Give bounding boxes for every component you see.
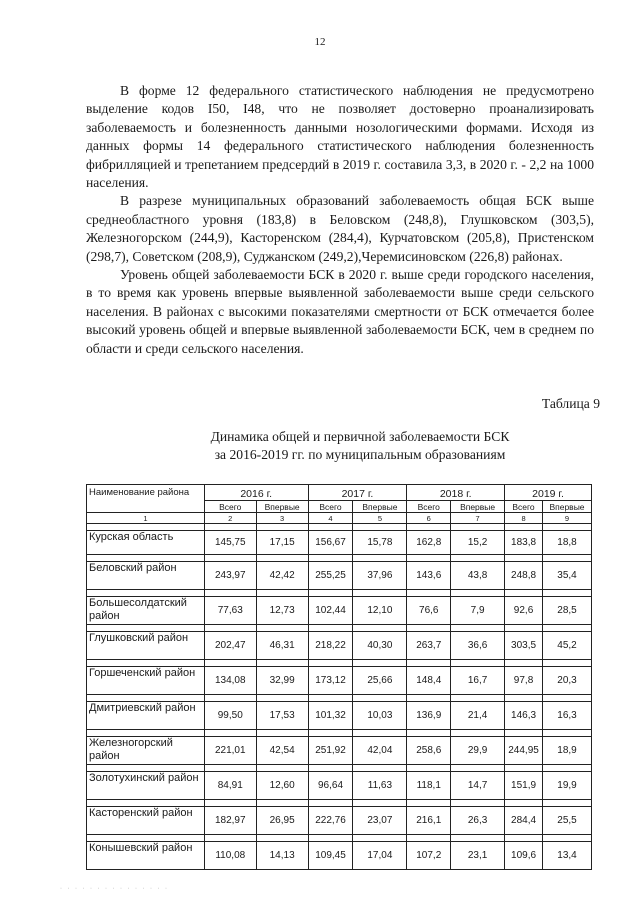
value-first: 29,9 bbox=[451, 737, 505, 765]
spacer-cell bbox=[451, 625, 505, 632]
spacer-cell bbox=[451, 695, 505, 702]
value-first: 11,63 bbox=[353, 772, 407, 800]
spacer-cell bbox=[451, 835, 505, 842]
spacer-cell bbox=[204, 524, 256, 531]
header-year-2019: 2019 г. bbox=[505, 485, 592, 501]
value-first: 23,07 bbox=[353, 807, 407, 835]
spacer-cell bbox=[353, 695, 407, 702]
row-spacer bbox=[87, 524, 592, 531]
spacer-cell bbox=[505, 800, 543, 807]
spacer-cell bbox=[505, 555, 543, 562]
spacer-cell bbox=[256, 730, 308, 737]
scan-artifact: · · · · · · · · · · · · · · · bbox=[60, 886, 169, 892]
value-total: 109,6 bbox=[505, 842, 543, 870]
value-first: 43,8 bbox=[451, 562, 505, 590]
value-first: 12,73 bbox=[256, 597, 308, 625]
row-spacer bbox=[87, 590, 592, 597]
col-number: 8 bbox=[505, 513, 543, 524]
value-first: 12,60 bbox=[256, 772, 308, 800]
spacer-cell bbox=[543, 800, 592, 807]
value-total: 303,5 bbox=[505, 632, 543, 660]
spacer-cell bbox=[353, 555, 407, 562]
morbidity-table bbox=[86, 484, 592, 870]
value-total: 216,1 bbox=[407, 807, 451, 835]
spacer-cell bbox=[407, 800, 451, 807]
spacer-cell bbox=[308, 625, 353, 632]
district-name: Курская область bbox=[87, 531, 205, 555]
header-total: Всего bbox=[204, 501, 256, 513]
row-spacer bbox=[87, 835, 592, 842]
row-spacer bbox=[87, 555, 592, 562]
spacer-cell bbox=[308, 555, 353, 562]
col-number: 2 bbox=[204, 513, 256, 524]
spacer-cell bbox=[543, 524, 592, 531]
spacer-cell bbox=[451, 800, 505, 807]
spacer-cell bbox=[204, 835, 256, 842]
col-number: 1 bbox=[87, 513, 205, 524]
spacer-cell bbox=[87, 695, 205, 702]
body-text bbox=[86, 82, 594, 358]
spacer-cell bbox=[407, 625, 451, 632]
value-first: 18,9 bbox=[543, 737, 592, 765]
value-first: 18,8 bbox=[543, 531, 592, 555]
district-name: Глушковский район bbox=[87, 632, 205, 660]
col-number: 9 bbox=[543, 513, 592, 524]
value-first: 40,30 bbox=[353, 632, 407, 660]
district-name: Горшеченский район bbox=[87, 667, 205, 695]
row-spacer bbox=[87, 695, 592, 702]
spacer-cell bbox=[204, 590, 256, 597]
value-total: 244,95 bbox=[505, 737, 543, 765]
value-first: 13,4 bbox=[543, 842, 592, 870]
value-total: 77,63 bbox=[204, 597, 256, 625]
value-first: 25,66 bbox=[353, 667, 407, 695]
value-total: 84,91 bbox=[204, 772, 256, 800]
value-first: 7,9 bbox=[451, 597, 505, 625]
spacer-cell bbox=[407, 765, 451, 772]
value-total: 136,9 bbox=[407, 702, 451, 730]
spacer-cell bbox=[87, 555, 205, 562]
value-total: 97,8 bbox=[505, 667, 543, 695]
spacer-cell bbox=[256, 765, 308, 772]
row-spacer bbox=[87, 765, 592, 772]
district-name: Дмитриевский район bbox=[87, 702, 205, 730]
district-name: Золотухинский район bbox=[87, 772, 205, 800]
value-total: 156,67 bbox=[308, 531, 353, 555]
spacer-cell bbox=[353, 625, 407, 632]
value-total: 222,76 bbox=[308, 807, 353, 835]
spacer-cell bbox=[256, 800, 308, 807]
value-total: 134,08 bbox=[204, 667, 256, 695]
table-title bbox=[100, 428, 620, 464]
spacer-cell bbox=[407, 555, 451, 562]
value-first: 20,3 bbox=[543, 667, 592, 695]
value-first: 16,7 bbox=[451, 667, 505, 695]
spacer-cell bbox=[451, 524, 505, 531]
spacer-cell bbox=[543, 625, 592, 632]
spacer-cell bbox=[256, 555, 308, 562]
value-first: 21,4 bbox=[451, 702, 505, 730]
header-district-name: Наименование района bbox=[87, 485, 205, 513]
spacer-cell bbox=[353, 524, 407, 531]
spacer-cell bbox=[308, 730, 353, 737]
spacer-cell bbox=[543, 730, 592, 737]
spacer-cell bbox=[505, 660, 543, 667]
header-total: Всего bbox=[308, 501, 353, 513]
value-total: 102,44 bbox=[308, 597, 353, 625]
spacer-cell bbox=[308, 800, 353, 807]
table-row bbox=[87, 702, 592, 730]
spacer-cell bbox=[407, 695, 451, 702]
spacer-cell bbox=[256, 625, 308, 632]
spacer-cell bbox=[204, 695, 256, 702]
paragraph-1: В форме 12 федерального статистического наблюдения не предусмотрено выделение кодов I50, I48, что не позволяет достоверно проанализировать заболеваемость и болезненность данными нозологическими формами. Исходя из данных формы 14 федерального статистического наблюдения болезненность фибрилляцией и трепетанием предсердий в 2019 г. составила 3,3, в 2020 г. - 2,2 на 1000 населения. bbox=[86, 83, 594, 191]
value-total: 76,6 bbox=[407, 597, 451, 625]
header-year-2018: 2018 г. bbox=[407, 485, 505, 501]
table-row bbox=[87, 562, 592, 590]
header-first: Впервые bbox=[353, 501, 407, 513]
header-year-2016: 2016 г. bbox=[204, 485, 308, 501]
spacer-cell bbox=[204, 800, 256, 807]
col-number: 6 bbox=[407, 513, 451, 524]
header-first: Впервые bbox=[451, 501, 505, 513]
value-total: 151,9 bbox=[505, 772, 543, 800]
table-title-line-1: Динамика общей и первичной заболеваемости БСК bbox=[210, 429, 510, 444]
value-total: 248,8 bbox=[505, 562, 543, 590]
value-first: 36,6 bbox=[451, 632, 505, 660]
value-total: 162,8 bbox=[407, 531, 451, 555]
spacer-cell bbox=[505, 590, 543, 597]
value-total: 92,6 bbox=[505, 597, 543, 625]
value-total: 182,97 bbox=[204, 807, 256, 835]
spacer-cell bbox=[353, 660, 407, 667]
table-row bbox=[87, 597, 592, 625]
value-first: 17,04 bbox=[353, 842, 407, 870]
spacer-cell bbox=[308, 695, 353, 702]
value-first: 17,15 bbox=[256, 531, 308, 555]
value-total: 255,25 bbox=[308, 562, 353, 590]
spacer-cell bbox=[87, 660, 205, 667]
row-spacer bbox=[87, 730, 592, 737]
table-label: Таблица 9 bbox=[541, 396, 600, 411]
spacer-cell bbox=[353, 765, 407, 772]
value-first: 45,2 bbox=[543, 632, 592, 660]
value-first: 17,53 bbox=[256, 702, 308, 730]
value-total: 284,4 bbox=[505, 807, 543, 835]
col-number: 3 bbox=[256, 513, 308, 524]
table-row bbox=[87, 772, 592, 800]
row-spacer bbox=[87, 660, 592, 667]
spacer-cell bbox=[353, 800, 407, 807]
table-row bbox=[87, 807, 592, 835]
value-total: 258,6 bbox=[407, 737, 451, 765]
value-total: 173,12 bbox=[308, 667, 353, 695]
table-title-line-2: за 2016-2019 гг. по муниципальным образованиям bbox=[214, 447, 506, 462]
header-first: Впервые bbox=[543, 501, 592, 513]
value-first: 26,3 bbox=[451, 807, 505, 835]
spacer-cell bbox=[451, 765, 505, 772]
spacer-cell bbox=[308, 524, 353, 531]
value-total: 251,92 bbox=[308, 737, 353, 765]
spacer-cell bbox=[407, 524, 451, 531]
spacer-cell bbox=[543, 835, 592, 842]
value-total: 218,22 bbox=[308, 632, 353, 660]
value-total: 148,4 bbox=[407, 667, 451, 695]
spacer-cell bbox=[87, 524, 205, 531]
value-total: 263,7 bbox=[407, 632, 451, 660]
spacer-cell bbox=[256, 695, 308, 702]
spacer-cell bbox=[308, 660, 353, 667]
spacer-cell bbox=[87, 730, 205, 737]
district-name: Большесолдатский район bbox=[87, 597, 205, 625]
spacer-cell bbox=[308, 590, 353, 597]
table-row bbox=[87, 737, 592, 765]
spacer-cell bbox=[308, 765, 353, 772]
spacer-cell bbox=[204, 730, 256, 737]
value-first: 46,31 bbox=[256, 632, 308, 660]
spacer-cell bbox=[505, 835, 543, 842]
value-first: 14,7 bbox=[451, 772, 505, 800]
header-total: Всего bbox=[505, 501, 543, 513]
value-first: 26,95 bbox=[256, 807, 308, 835]
header-row-years bbox=[87, 485, 592, 501]
spacer-cell bbox=[407, 730, 451, 737]
table-row bbox=[87, 632, 592, 660]
spacer-cell bbox=[407, 590, 451, 597]
spacer-cell bbox=[204, 765, 256, 772]
value-total: 183,8 bbox=[505, 531, 543, 555]
row-spacer bbox=[87, 625, 592, 632]
spacer-cell bbox=[505, 730, 543, 737]
value-total: 99,50 bbox=[204, 702, 256, 730]
value-first: 42,04 bbox=[353, 737, 407, 765]
header-first: Впервые bbox=[256, 501, 308, 513]
value-first: 15,2 bbox=[451, 531, 505, 555]
spacer-cell bbox=[256, 590, 308, 597]
spacer-cell bbox=[353, 730, 407, 737]
col-number: 5 bbox=[353, 513, 407, 524]
value-first: 28,5 bbox=[543, 597, 592, 625]
spacer-cell bbox=[543, 660, 592, 667]
spacer-cell bbox=[543, 590, 592, 597]
spacer-cell bbox=[87, 765, 205, 772]
table-row bbox=[87, 531, 592, 555]
spacer-cell bbox=[308, 835, 353, 842]
row-spacer bbox=[87, 800, 592, 807]
spacer-cell bbox=[87, 590, 205, 597]
spacer-cell bbox=[256, 835, 308, 842]
spacer-cell bbox=[204, 660, 256, 667]
spacer-cell bbox=[505, 524, 543, 531]
spacer-cell bbox=[451, 555, 505, 562]
spacer-cell bbox=[256, 524, 308, 531]
spacer-cell bbox=[204, 625, 256, 632]
value-total: 118,1 bbox=[407, 772, 451, 800]
spacer-cell bbox=[87, 800, 205, 807]
page-number: 12 bbox=[314, 36, 326, 48]
spacer-cell bbox=[543, 555, 592, 562]
value-first: 23,1 bbox=[451, 842, 505, 870]
spacer-cell bbox=[451, 730, 505, 737]
paragraph-3: Уровень общей заболеваемости БСК в 2020 г. выше среди городского населения, в то время как уровень впервые выявленной заболеваемости выше среди сельского населения. В районах с высокими показателями смертности от БСК отмечается более высокий уровень общей и впервые выявленной заболеваемости БСК, чем в среднем по области и среди сельского населения. bbox=[86, 267, 594, 356]
value-total: 143,6 bbox=[407, 562, 451, 590]
value-total: 146,3 bbox=[505, 702, 543, 730]
value-first: 10,03 bbox=[353, 702, 407, 730]
value-first: 14,13 bbox=[256, 842, 308, 870]
spacer-cell bbox=[256, 660, 308, 667]
table-row bbox=[87, 842, 592, 870]
header-row-col-numbers bbox=[87, 513, 592, 524]
district-name: Беловский район bbox=[87, 562, 205, 590]
value-first: 25,5 bbox=[543, 807, 592, 835]
table-row bbox=[87, 667, 592, 695]
value-first: 32,99 bbox=[256, 667, 308, 695]
spacer-cell bbox=[543, 765, 592, 772]
spacer-cell bbox=[505, 625, 543, 632]
value-total: 109,45 bbox=[308, 842, 353, 870]
value-total: 243,97 bbox=[204, 562, 256, 590]
spacer-cell bbox=[87, 835, 205, 842]
col-number: 4 bbox=[308, 513, 353, 524]
value-first: 42,42 bbox=[256, 562, 308, 590]
header-year-2017: 2017 г. bbox=[308, 485, 407, 501]
spacer-cell bbox=[407, 660, 451, 667]
spacer-cell bbox=[451, 590, 505, 597]
value-total: 107,2 bbox=[407, 842, 451, 870]
spacer-cell bbox=[353, 590, 407, 597]
value-total: 202,47 bbox=[204, 632, 256, 660]
value-first: 42,54 bbox=[256, 737, 308, 765]
district-name: Касторенский район bbox=[87, 807, 205, 835]
value-first: 37,96 bbox=[353, 562, 407, 590]
value-first: 35,4 bbox=[543, 562, 592, 590]
value-total: 221,01 bbox=[204, 737, 256, 765]
paragraph-2: В разрезе муниципальных образований заболеваемость общая БСК выше среднеобластного уровня (183,8) в Беловском (248,8), Глушковском (303,5), Железногорском (244,9), Касторенском (284,4), Курчатовском (205,8), Пристенском (298,7), Советском (208,9), Суджанском (249,2),Черемисиновском (226,8) районах. bbox=[86, 193, 594, 264]
spacer-cell bbox=[407, 835, 451, 842]
value-first: 15,78 bbox=[353, 531, 407, 555]
value-total: 101,32 bbox=[308, 702, 353, 730]
spacer-cell bbox=[204, 555, 256, 562]
value-total: 145,75 bbox=[204, 531, 256, 555]
col-number: 7 bbox=[451, 513, 505, 524]
spacer-cell bbox=[353, 835, 407, 842]
header-total: Всего bbox=[407, 501, 451, 513]
spacer-cell bbox=[505, 765, 543, 772]
value-total: 96,64 bbox=[308, 772, 353, 800]
spacer-cell bbox=[543, 695, 592, 702]
value-first: 16,3 bbox=[543, 702, 592, 730]
district-name: Конышевский район bbox=[87, 842, 205, 870]
value-first: 12,10 bbox=[353, 597, 407, 625]
table-body bbox=[87, 524, 592, 870]
spacer-cell bbox=[505, 695, 543, 702]
value-first: 19,9 bbox=[543, 772, 592, 800]
district-name: Железногорский район bbox=[87, 737, 205, 765]
value-total: 110,08 bbox=[204, 842, 256, 870]
spacer-cell bbox=[87, 625, 205, 632]
spacer-cell bbox=[451, 660, 505, 667]
